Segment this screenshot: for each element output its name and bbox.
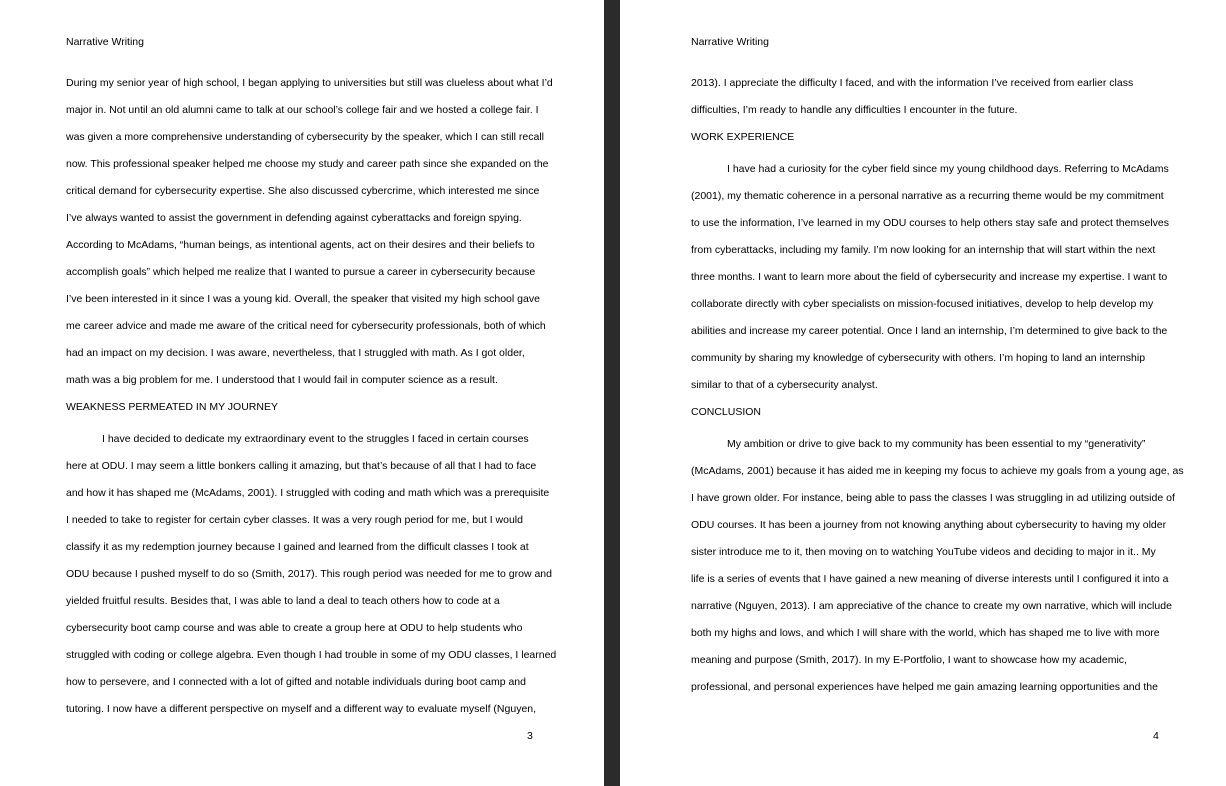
text-line: struggled with coding or college algebra. Even though I had trouble in some of my ODU classes, I learned [66, 649, 557, 661]
text-line: I’ve always wanted to assist the government in defending against cyberattacks and foreign spying. [66, 212, 522, 224]
paragraph-weakness [66, 426, 557, 723]
text-line: life is a series of events that I have gained a new meaning of diverse interests until I configured it into a [691, 573, 1169, 585]
text-line: here at ODU. I may seem a little bonkers calling it amazing, but that’s because of all that I had to face [66, 460, 537, 472]
text-line: My ambition or drive to give back to my community has been essential to my “generativity” [727, 438, 1146, 450]
text-line: math was a big problem for me. I understood that I would fail in computer science as a result. [66, 374, 498, 386]
text-line: and how it has shaped me (McAdams, 2001). I struggled with coding and math which was a prerequisite [66, 487, 550, 499]
text-line: I’ve been interested in it since I was a young kid. Overall, the speaker that visited my high school gave [66, 293, 540, 305]
page-divider [604, 0, 620, 786]
text-line: 2013). I appreciate the difficulty I faced, and with the information I’ve received from earlier class [691, 77, 1134, 89]
text-line: now. This professional speaker helped me choose my study and career path since she expanded on the [66, 158, 549, 170]
paragraph-work-experience [691, 156, 1167, 399]
text-line: three months. I want to learn more about the field of cybersecurity and increase my expertise. I want to [691, 271, 1168, 283]
text-line: abilities and increase my career potential. Once I land an internship, I’m determined to give back to the [691, 325, 1168, 337]
text-line: professional, and personal experiences have helped me gain amazing learning opportunities and the [691, 681, 1158, 693]
text-line: meaning and purpose (Smith, 2017). In my E-Portfolio, I want to showcase how my academic, [691, 654, 1127, 666]
page-number: 4 [1153, 730, 1159, 742]
text-line: I have grown older. For instance, being able to pass the classes I was struggling in ad utilizing outside of [691, 492, 1175, 504]
page-content [691, 34, 1184, 701]
text-line: I have had a curiosity for the cyber field since my young childhood days. Referring to McAdams [727, 163, 1169, 175]
text-line: had an impact on my decision. I was aware, nevertheless, that I struggled with math. As I got older, [66, 347, 525, 359]
text-line: I needed to take to register for certain cyber classes. It was a very rough period for me, but I would [66, 514, 523, 526]
running-header: Narrative Writing [691, 36, 769, 48]
document-page-3 [0, 0, 604, 786]
text-line: I have decided to dedicate my extraordinary event to the struggles I faced in certain courses [102, 433, 529, 445]
text-line: classify it as my redemption journey because I gained and learned from the difficult classes I took at [66, 541, 529, 553]
text-line: (McAdams, 2001) because it has aided me in keeping my focus to achieve my goals from a young age, as [691, 465, 1184, 477]
text-line: yielded fruitful results. Besides that, I was able to land a deal to teach others how to code at a [66, 595, 500, 607]
document-page-4 [620, 0, 1226, 786]
text-line: ODU courses. It has been a journey from not knowing anything about cybersecurity to having my older [691, 519, 1167, 531]
paragraph-continued [691, 70, 1167, 124]
text-line: During my senior year of high school, I began applying to universities but still was clueless about what I’d [66, 77, 553, 89]
text-line: major in. Not until an old alumni came to talk at our school’s college fair and we hosted a college fair. I [66, 104, 539, 116]
page-content [66, 34, 557, 723]
text-line: accomplish goals” which helped me realize that I wanted to pursue a career in cybersecurity because [66, 266, 536, 278]
text-line: community by sharing my knowledge of cybersecurity with others. I’m hoping to land an internship [691, 352, 1146, 364]
page-number: 3 [527, 730, 533, 742]
running-header: Narrative Writing [66, 36, 144, 48]
text-line: tutoring. I now have a different perspective on myself and a different way to evaluate myself (Nguyen, [66, 703, 537, 715]
section-heading: WEAKNESS PERMEATED IN MY JOURNEY [66, 401, 278, 413]
section-heading: CONCLUSION [691, 406, 762, 418]
text-line: both my highs and lows, and which I will share with the world, which has shaped me to live with more [691, 627, 1160, 639]
text-line: ODU because I pushed myself to do so (Smith, 2017). This rough period was needed for me to grow and [66, 568, 552, 580]
section-heading: WORK EXPERIENCE [691, 131, 795, 143]
text-line: how to persevere, and I connected with a lot of gifted and notable individuals during boot camp and [66, 676, 526, 688]
text-line: sister introduce me to it, then moving on to watching YouTube videos and deciding to major in it.. My [691, 546, 1156, 558]
text-line: According to McAdams, “human beings, as intentional agents, act on their desires and their beliefs to [66, 239, 535, 251]
text-line: narrative (Nguyen, 2013). I am appreciative of the chance to create my own narrative, which will include [691, 600, 1172, 612]
text-line: similar to that of a cybersecurity analyst. [691, 379, 878, 391]
text-line: difficulties, I’m ready to handle any difficulties I encounter in the future. [691, 104, 1018, 116]
paragraph-conclusion [691, 431, 1184, 701]
text-line: me career advice and made me aware of the critical need for cybersecurity professionals, both of which [66, 320, 546, 332]
paragraph-intro [66, 70, 552, 394]
text-line: (2001), my thematic coherence in a personal narrative as a recurring theme would be my commitment [691, 190, 1164, 202]
text-line: collaborate directly with cyber specialists on mission-focused initiatives, develop to help develop my [691, 298, 1154, 310]
text-line: to use the information, I’ve learned in my ODU courses to help others stay safe and protect themselves [691, 217, 1169, 229]
text-line: was given a more comprehensive understanding of cybersecurity by the speaker, which I can still recall [66, 131, 544, 143]
text-line: critical demand for cybersecurity expertise. She also discussed cybercrime, which interested me since [66, 185, 540, 197]
text-line: from cyberattacks, including my family. I’m now looking for an internship that will start within the next [691, 244, 1156, 256]
text-line: cybersecurity boot camp course and was able to create a group here at ODU to help students who [66, 622, 523, 634]
